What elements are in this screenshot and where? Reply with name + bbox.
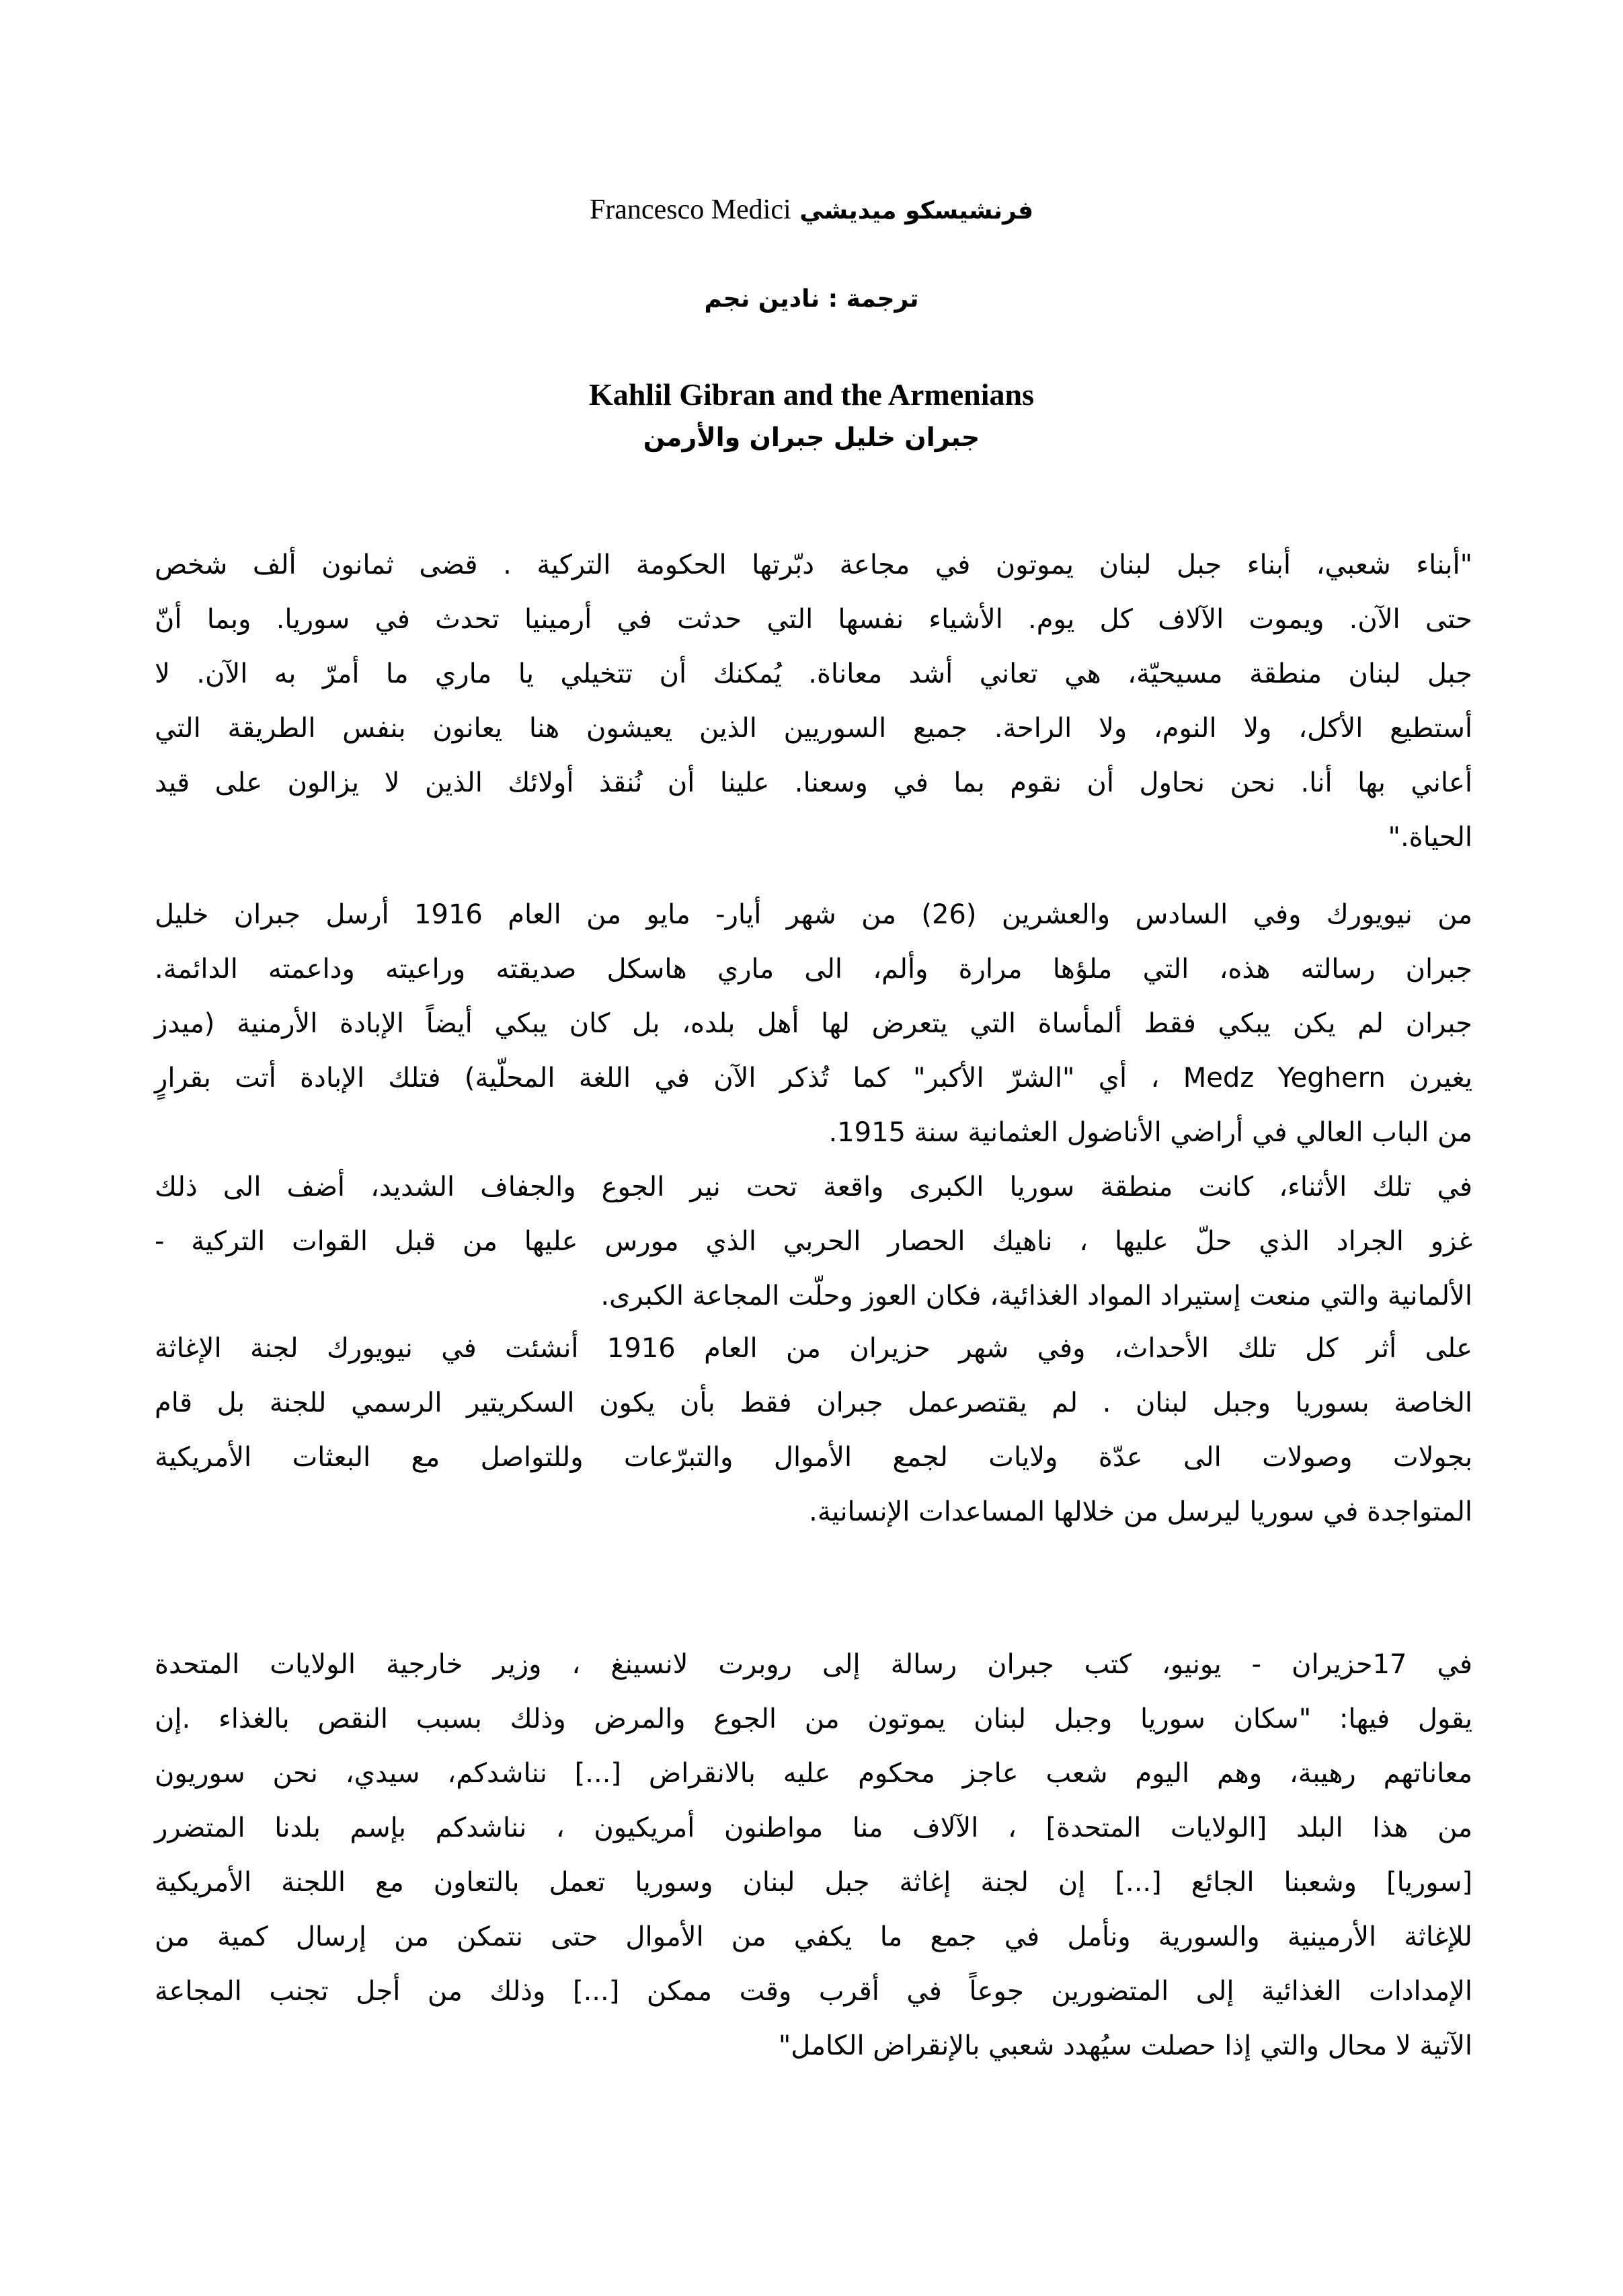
- paragraph-line: في تلك الأثناء، كانت منطقة سوريا الكبرى واقعة تحت نير الجوع والجفاف الشديد، أضف الى ذلك: [155, 1172, 1472, 1202]
- title-english: Kahlil Gibran and the Armenians: [588, 377, 1034, 412]
- paragraph-line: أستطيع الأكل، ولا النوم، ولا الراحة. جميع السوريين الذين يعيشون هنا يعانون بنفس الطريقة التي: [155, 713, 1472, 744]
- paragraph-line: على أثر كل تلك الأحداث، وفي شهر حزيران من العام 1916 أنشئت في نيويورك لجنة الإغاثة: [155, 1333, 1472, 1364]
- paragraph-line: يقول فيها: "سكان سوريا وجبل لبنان يموتون من الجوع والمرض وذلك بسبب النقص بالغذاء .إن: [155, 1704, 1472, 1734]
- title-arabic: جبران خليل جبران والأرمن: [643, 422, 980, 452]
- paragraph-line: جبل لبنان منطقة مسيحيّة، هي تعاني أشد معاناة. يُمكنك أن تتخيلي يا ماري ما أمرّ به الآن. لا: [155, 658, 1472, 689]
- paragraph-line: جبران لم يكن يبكي فقط ألمأساة التي يتعرض لها أهل بلده، بل كان يبكي أيضاً الإبادة الأرمنية (ميدز: [155, 1008, 1472, 1039]
- paragraph-4: [155, 1638, 1472, 2073]
- paragraph-line: بجولات وصولات الى عدّة ولايات لجمع الأموال والتبرّعات وللتواصل مع البعثات الأمريكية: [155, 1442, 1472, 1473]
- paragraph-2: [155, 888, 1472, 1324]
- paragraph-line: الآتية لا محال والتي إذا حصلت سيُهدد شعبي بالإنقراض الكامل": [778, 2030, 1472, 2061]
- paragraph-line: يغيرن Medz Yeghern ، أي "الشرّ الأكبر" كما تُذكر الآن في اللغة المحلّية) فتلك الإبادة أتت بقرارٍ: [155, 1063, 1472, 1094]
- paragraph-line: من الباب العالي في أراضي الأناضول العثمانية سنة 1915.: [828, 1117, 1472, 1148]
- paragraph-line: للإغاثة الأرمينية والسورية ونأمل في جمع ما يكفي من الأموال حتى نتمكن من إرسال كمية من: [155, 1921, 1472, 1952]
- paragraph-line: أعاني بها أنا. نحن نحاول أن نقوم بما في وسعنا. علينا أن نُنقذ أولائك الذين لا يزالون على قيد: [155, 767, 1472, 798]
- paragraph-line: الخاصة بسوريا وجبل لبنان . لم يقتصرعمل جبران فقط بأن يكون السكريتير الرسمي للجنة بل قام: [155, 1387, 1472, 1418]
- paragraph-line: من هذا البلد [الولايات المتحدة] ، الآلاف منا مواطنون أمريكيون ، نناشدكم بإسم بلدنا المتضرر: [155, 1812, 1472, 1843]
- author-line: [0, 194, 1623, 226]
- author-name-arabic: فرنشيسكو ميديشي: [799, 197, 1034, 225]
- paragraph-line: الألمانية والتي منعت إستيراد المواد الغذائية، فكان العوز وحلّت المجاعة الكبرى.: [600, 1280, 1472, 1311]
- paragraph-line: المتواجدة في سوريا ليرسل من خلالها المساعدات الإنسانية.: [809, 1496, 1472, 1527]
- paragraph-line: معاناتهم رهيبة، وهم اليوم شعب عاجز محكوم عليه بالانقراض [...] نناشدكم، سيدي، نحن سوريون: [155, 1758, 1472, 1789]
- author-name-latin: Francesco Medici: [589, 194, 791, 225]
- paragraph-line: [سوريا] وشعبنا الجائع [...] إن لجنة إغاثة جبل لبنان وسوريا تعمل بالتعاون مع اللجنة الأمريكية: [155, 1867, 1472, 1898]
- paragraph-line: حتى الآن. ويموت الآلاف كل يوم. الأشياء نفسها التي حدثت في أرمينيا تحدث في سوريا. وبما أنّ: [155, 604, 1472, 635]
- paragraph-1: [155, 538, 1472, 865]
- paragraph-3: [155, 1322, 1472, 1539]
- paragraph-line: من نيويورك وفي السادس والعشرين (26) من شهر أيار- مايو من العام 1916 أرسل جبران خليل: [155, 899, 1472, 930]
- translator-line: ترجمة : نادين نجم: [704, 285, 919, 313]
- paragraph-line: جبران رسالته هذه، التي ملؤها مرارة وألم، الى ماري هاسكل صديقته وراعيته وداعمته الدائمة.: [155, 954, 1472, 985]
- paragraph-line: في 17حزيران - يونيو، كتب جبران رسالة إلى روبرت لانسينغ ، وزير خارجية الولايات المتحدة: [155, 1649, 1472, 1680]
- paragraph-line: الإمدادات الغذائية إلى المتضورين جوعاً في أقرب وقت ممكن [...] وذلك من أجل تجنب المجاعة: [155, 1976, 1472, 2007]
- paragraph-line: "أبناء شعبي، أبناء جبل لبنان يموتون في مجاعة دبّرتها الحكومة التركية . قضى ثمانون ألف شخص: [155, 549, 1472, 580]
- paragraph-line: غزو الجراد الذي حلّ عليها ، ناهيك الحصار الحربي الذي مورس عليها من قبل القوات التركية -: [155, 1226, 1472, 1257]
- paragraph-line: الحياة.": [1388, 822, 1472, 853]
